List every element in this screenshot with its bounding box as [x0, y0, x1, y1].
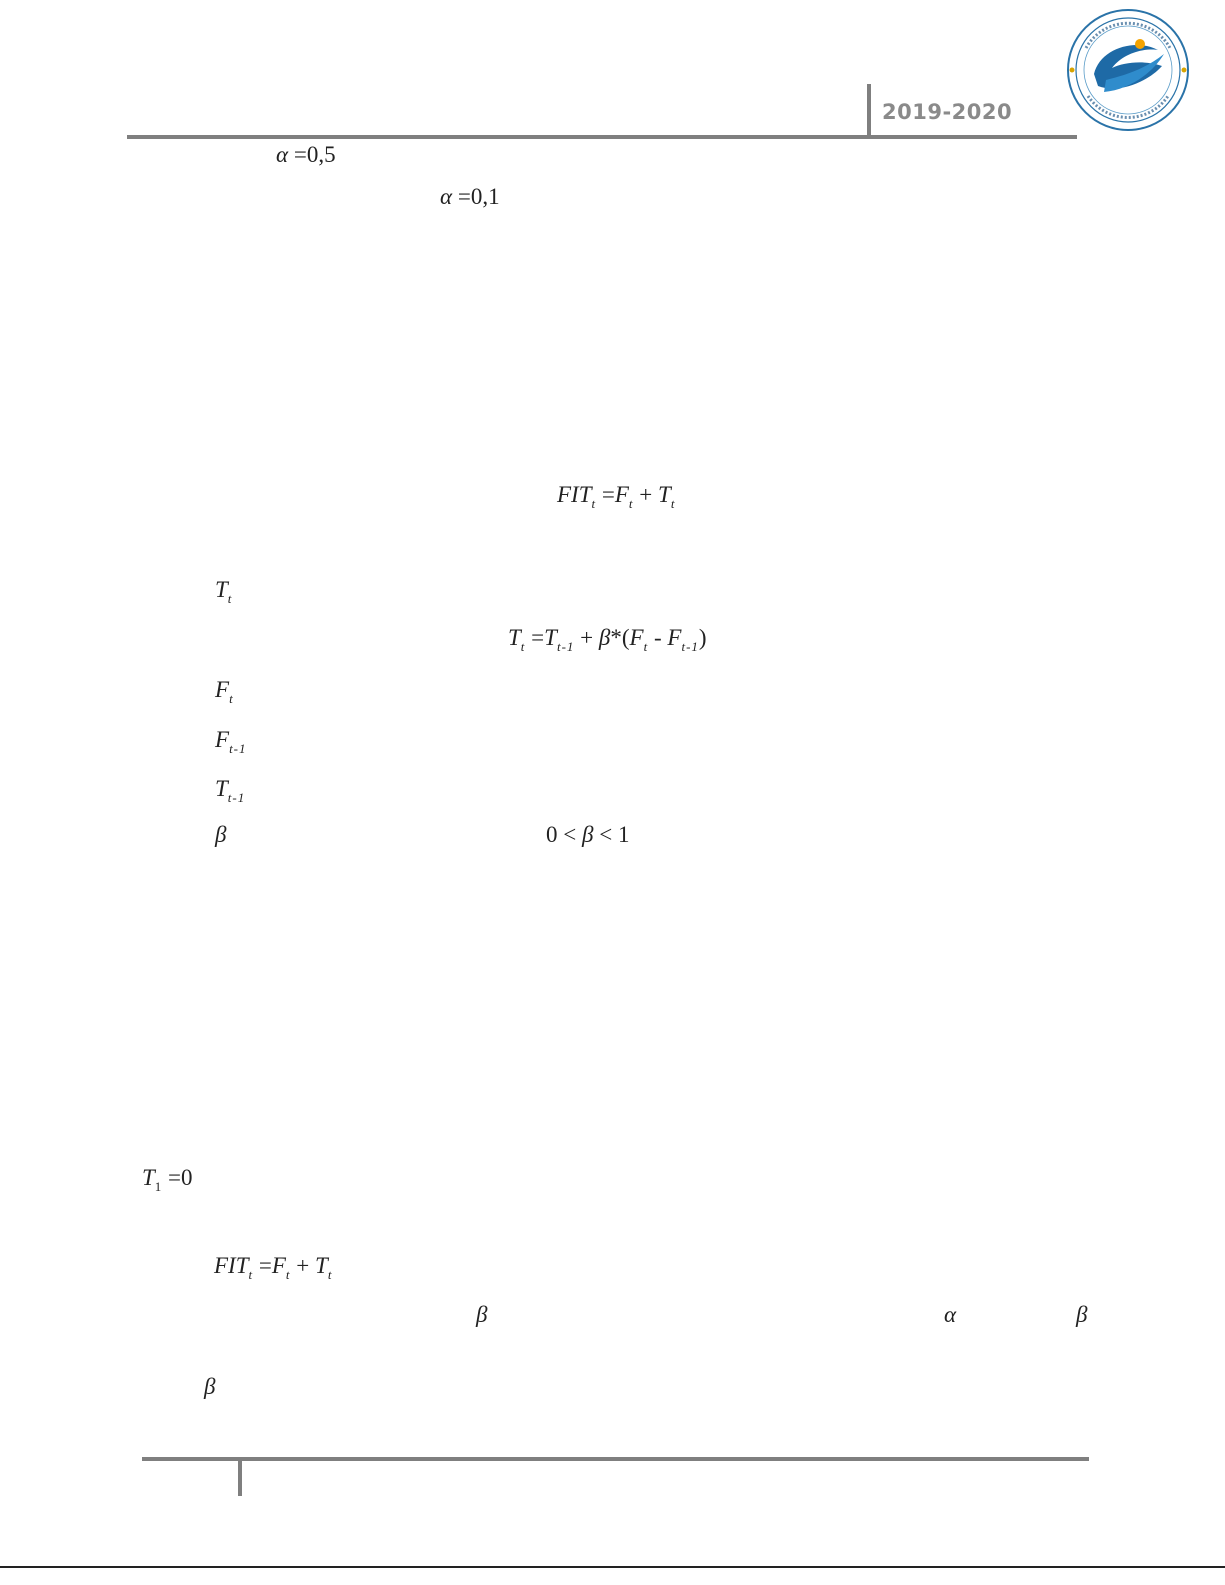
inline-alpha: α: [944, 1302, 957, 1327]
inline-beta-1: β: [476, 1302, 488, 1327]
trend-equation: $T_t =T_{t-1} + \beta*(F_t - F_{t-1})$: [508, 625, 707, 654]
alpha-05-equation: α =0,5: [276, 142, 336, 167]
header-year: 2019-2020: [882, 100, 1013, 124]
beta-symbol: β: [215, 822, 227, 847]
ft-minus-1-symbol: $F_{t-1}$: [215, 727, 247, 756]
university-seal-logo: [1066, 8, 1190, 132]
alpha-01-equation: α =0,1: [440, 184, 500, 209]
header-divider: [867, 84, 871, 136]
header-rule: [127, 135, 1077, 139]
page-bottom-edge: [0, 1566, 1225, 1568]
inline-beta-2: β: [1076, 1302, 1088, 1327]
fit-equation-repeat: $FIT_t =F_t + T_t$: [214, 1253, 333, 1282]
tt-minus-1-symbol: $T_{t-1}$: [215, 776, 246, 805]
beta-range: 0 < β < 1: [546, 822, 630, 847]
last-beta-symbol: β: [204, 1374, 216, 1399]
t1-initial-equation: $T_1 =0$: [142, 1165, 193, 1194]
ft-symbol: $F_t$: [215, 677, 234, 706]
footer-rule: [142, 1457, 1089, 1461]
footer-divider: [238, 1460, 242, 1496]
fit-equation: $FIT_t =F_t + T_t$: [557, 482, 676, 511]
tt-symbol: $T_t$: [215, 577, 233, 606]
